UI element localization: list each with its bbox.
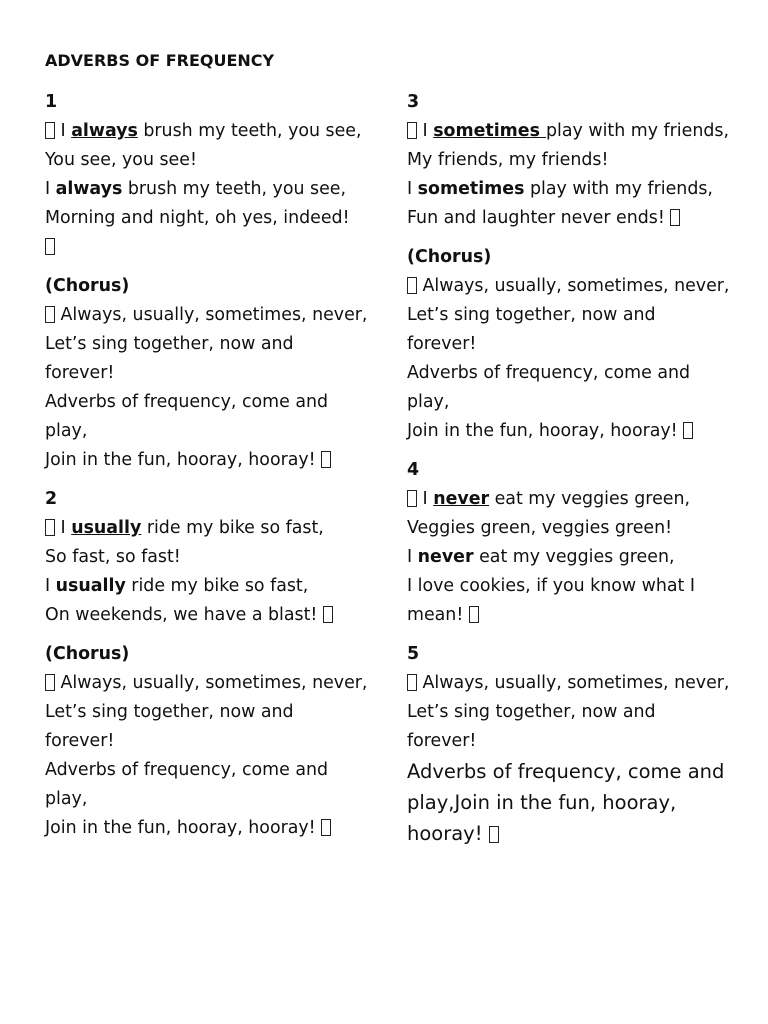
text: brush my teeth, you see, (137, 121, 362, 141)
verse-1 (45, 88, 375, 262)
keyword: sometimes (417, 179, 525, 199)
chorus-line: play, (45, 789, 88, 809)
text: play with my friends, (524, 179, 713, 199)
chorus-heading: (Chorus) (45, 644, 130, 664)
chorus-line: Adverbs of frequency, come and (45, 760, 329, 780)
verse-line (45, 514, 375, 543)
chorus-heading: (Chorus) (407, 247, 492, 267)
text: I (407, 547, 418, 567)
text: Join in the fun, hooray, hooray! (45, 450, 322, 470)
text: Join in the fun, hooray, hooray! (45, 818, 322, 838)
verse-4 (407, 456, 737, 630)
music-note-icon (323, 606, 333, 623)
music-note-icon (407, 674, 417, 691)
chorus-line (45, 446, 375, 475)
right-column (407, 88, 737, 859)
text: I (417, 121, 434, 141)
text: hooray! (407, 822, 489, 845)
chorus-line (45, 814, 375, 843)
verse-line (45, 233, 375, 262)
text: Always, usually, sometimes, never, (55, 305, 368, 325)
music-note-icon (683, 422, 693, 439)
chorus-line: Adverbs of frequency, come and (45, 392, 329, 412)
verse-line: play,Join in the fun, hooray, (407, 791, 677, 814)
music-note-icon (321, 819, 331, 836)
verse-line (407, 601, 737, 630)
text: play with my friends, (546, 121, 729, 141)
chorus-line (45, 301, 375, 330)
chorus-line (407, 417, 737, 446)
chorus-line: Let’s sing together, now and (45, 334, 294, 354)
verse-line: Adverbs of frequency, come and (407, 760, 725, 783)
verse-line: Morning and night, oh yes, indeed! (45, 208, 350, 228)
verse-line (45, 601, 375, 630)
chorus-line (45, 669, 375, 698)
text: brush my teeth, you see, (122, 179, 347, 199)
chorus-line: Let’s sing together, now and (407, 305, 656, 325)
music-note-icon (321, 451, 331, 468)
verse-line (45, 572, 375, 601)
music-note-icon (407, 277, 417, 294)
music-note-icon (45, 238, 55, 255)
keyword: never (417, 547, 474, 567)
verse-line: So fast, so fast! (45, 547, 181, 567)
verse-line: Let’s sing together, now and (407, 702, 656, 722)
text: On weekends, we have a blast! (45, 605, 323, 625)
text: Always, usually, sometimes, never, (55, 673, 368, 693)
verse-line: You see, you see! (45, 150, 197, 170)
verse-line (407, 117, 737, 146)
verse-number: 4 (407, 460, 420, 480)
music-note-icon (407, 122, 417, 139)
text: I (407, 179, 418, 199)
verse-3 (407, 88, 737, 233)
verse-number: 3 (407, 92, 420, 112)
verse-5 (407, 640, 737, 849)
keyword: never (433, 489, 490, 509)
chorus-heading: (Chorus) (45, 276, 130, 296)
chorus-line: Adverbs of frequency, come and (407, 363, 691, 383)
text: Always, usually, sometimes, never, (417, 276, 730, 296)
chorus-line: Let’s sing together, now and (45, 702, 294, 722)
keyword: usually (71, 518, 142, 538)
text: I (55, 121, 72, 141)
verse-line (407, 669, 737, 698)
text: I (417, 489, 434, 509)
verse-line (45, 175, 375, 204)
verse-number: 5 (407, 644, 420, 664)
left-column (45, 88, 375, 853)
text: Always, usually, sometimes, never, (417, 673, 730, 693)
verse-line: I love cookies, if you know what I (407, 576, 696, 596)
music-note-icon (45, 519, 55, 536)
music-note-icon (489, 826, 499, 843)
verse-line (407, 175, 737, 204)
verse-line (407, 543, 737, 572)
music-note-icon (407, 490, 417, 507)
music-note-icon (670, 209, 680, 226)
verse-line: My friends, my friends! (407, 150, 609, 170)
chorus-2 (45, 640, 375, 843)
verse-number: 1 (45, 92, 58, 112)
text: ride my bike so fast, (125, 576, 309, 596)
verse-line (45, 117, 375, 146)
text: I (45, 576, 56, 596)
chorus-3 (407, 243, 737, 446)
music-note-icon (45, 122, 55, 139)
chorus-line: forever! (45, 363, 115, 383)
text: eat my veggies green, (489, 489, 691, 509)
keyword: always (55, 179, 123, 199)
music-note-icon (469, 606, 479, 623)
verse-line: Veggies green, veggies green! (407, 518, 673, 538)
music-note-icon (45, 306, 55, 323)
chorus-line: play, (407, 392, 450, 412)
chorus-1 (45, 272, 375, 475)
text: Join in the fun, hooray, hooray! (407, 421, 684, 441)
text: mean! (407, 605, 469, 625)
verse-line (407, 818, 737, 849)
text: Fun and laughter never ends! (407, 208, 671, 228)
keyword: sometimes (433, 121, 546, 141)
verse-line: forever! (407, 731, 477, 751)
text: eat my veggies green, (473, 547, 675, 567)
chorus-line: forever! (407, 334, 477, 354)
page-title: ADVERBS OF FREQUENCY (45, 51, 275, 70)
text: I (45, 179, 56, 199)
keyword: usually (55, 576, 126, 596)
text: I (55, 518, 72, 538)
keyword: always (71, 121, 138, 141)
verse-2 (45, 485, 375, 630)
chorus-line: forever! (45, 731, 115, 751)
verse-line (407, 204, 737, 233)
chorus-line: play, (45, 421, 88, 441)
text: ride my bike so fast, (141, 518, 324, 538)
chorus-line (407, 272, 737, 301)
verse-line (407, 485, 737, 514)
verse-number: 2 (45, 489, 58, 509)
music-note-icon (45, 674, 55, 691)
